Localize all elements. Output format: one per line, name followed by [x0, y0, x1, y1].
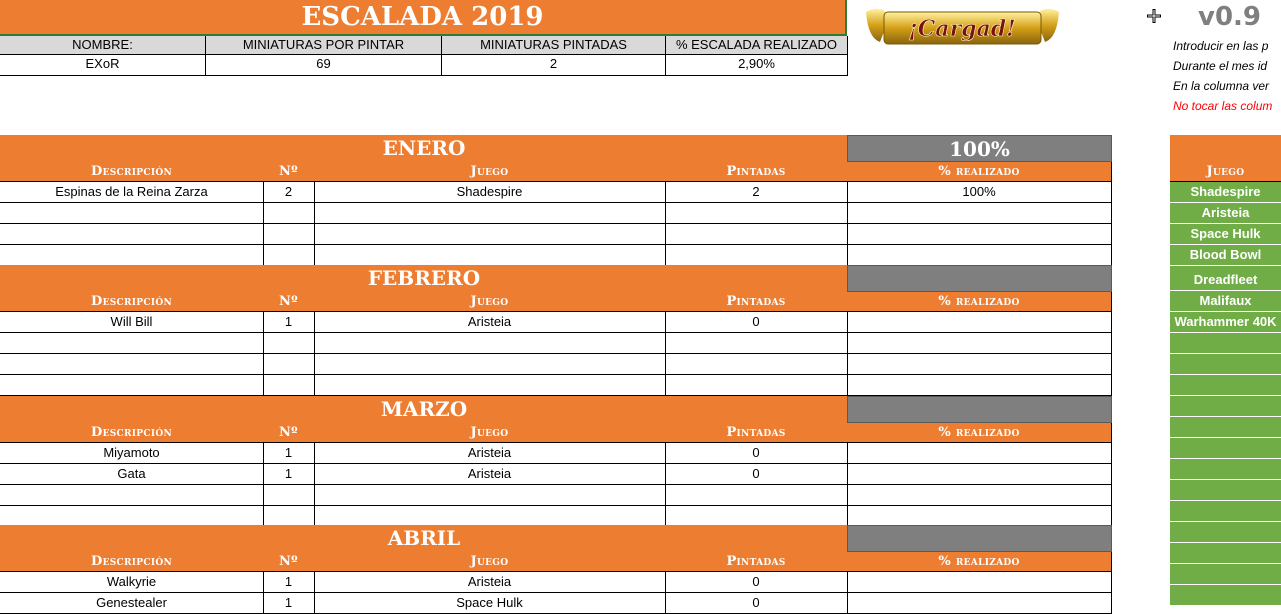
game-empty-row[interactable] — [1170, 564, 1281, 585]
cell-num[interactable] — [263, 506, 315, 527]
game-item[interactable]: Blood Bowl — [1170, 245, 1281, 266]
header-descripcion[interactable]: Descripción — [0, 292, 264, 312]
month-title[interactable]: ABRIL — [0, 525, 848, 552]
cell-num[interactable]: 1 — [263, 593, 315, 614]
month-title[interactable]: FEBRERO — [0, 265, 848, 292]
col-escalada-header[interactable]: % ESCALADA REALIZADO — [665, 36, 848, 55]
header-descripcion[interactable]: Descripción — [0, 162, 264, 182]
cell-pintadas[interactable] — [665, 224, 848, 245]
col-pintadas-header[interactable]: MINIATURAS PINTADAS — [441, 36, 666, 55]
cell-descripcion[interactable]: Miyamoto — [0, 443, 264, 464]
move-cursor-icon — [1146, 8, 1162, 24]
cell-realizado[interactable]: 100% — [847, 182, 1112, 203]
cell-num[interactable]: 1 — [263, 572, 315, 593]
cell-juego[interactable]: Aristeia — [314, 572, 666, 593]
cell-descripcion[interactable] — [0, 506, 264, 527]
games-panel — [1170, 135, 1281, 604]
svg-text:¡Cargad!: ¡Cargad! — [908, 16, 1016, 42]
cell-juego[interactable]: Shadespire — [314, 182, 666, 203]
header-pintadas[interactable]: Pintadas — [665, 423, 848, 443]
cell-descripcion[interactable]: Walkyrie — [0, 572, 264, 593]
cell-realizado[interactable] — [847, 354, 1112, 375]
note-line-1: Introducir en las p — [1173, 39, 1269, 53]
games-panel-header[interactable]: Juego — [1170, 162, 1281, 182]
header-num[interactable]: Nº — [263, 423, 315, 443]
game-item[interactable]: Space Hulk — [1170, 224, 1281, 245]
header-juego[interactable]: Juego — [314, 423, 666, 443]
cell-pintadas[interactable] — [665, 203, 848, 224]
cell-descripcion[interactable]: Will Bill — [0, 312, 264, 333]
cell-realizado[interactable] — [847, 375, 1112, 396]
cell-num[interactable] — [263, 333, 315, 354]
header-pintadas[interactable]: Pintadas — [665, 162, 848, 182]
cell-descripcion[interactable] — [0, 224, 264, 245]
header-num[interactable]: Nº — [263, 292, 315, 312]
cell-juego[interactable] — [314, 375, 666, 396]
header-num[interactable]: Nº — [263, 552, 315, 572]
cell-descripcion[interactable] — [0, 354, 264, 375]
game-item[interactable]: Shadespire — [1170, 182, 1281, 203]
note-line-4: No tocar las colum — [1173, 99, 1273, 113]
game-empty-row[interactable] — [1170, 333, 1281, 354]
cell-descripcion[interactable] — [0, 203, 264, 224]
cell-juego[interactable] — [314, 333, 666, 354]
cell-num[interactable]: 1 — [263, 464, 315, 485]
cell-realizado[interactable] — [847, 203, 1112, 224]
game-empty-row[interactable] — [1170, 396, 1281, 417]
cell-num[interactable]: 2 — [263, 182, 315, 203]
cell-pintadas[interactable] — [665, 354, 848, 375]
cell-pintadas[interactable]: 0 — [665, 443, 848, 464]
header-juego[interactable]: Juego — [314, 162, 666, 182]
cell-realizado[interactable] — [847, 506, 1112, 527]
header-descripcion[interactable]: Descripción — [0, 423, 264, 443]
cell-realizado[interactable] — [847, 333, 1112, 354]
cell-descripcion[interactable] — [0, 245, 264, 266]
game-empty-row[interactable] — [1170, 522, 1281, 543]
game-item[interactable]: Dreadfleet — [1170, 270, 1281, 291]
cell-pintadas[interactable]: 0 — [665, 593, 848, 614]
header-descripcion[interactable]: Descripción — [0, 552, 264, 572]
game-empty-row[interactable] — [1170, 480, 1281, 501]
header-juego[interactable]: Juego — [314, 552, 666, 572]
col-nombre-header[interactable]: NOMBRE: — [0, 36, 206, 55]
cell-juego[interactable] — [314, 506, 666, 527]
header-realizado[interactable]: % realizado — [847, 423, 1112, 443]
month-title[interactable]: ENERO — [0, 135, 848, 162]
cell-juego[interactable]: Aristeia — [314, 312, 666, 333]
month-summary[interactable] — [847, 525, 1112, 552]
col-por-pintar-header[interactable]: MINIATURAS POR PINTAR — [205, 36, 442, 55]
cell-num[interactable] — [263, 375, 315, 396]
cell-pintadas[interactable] — [665, 375, 848, 396]
cell-pintadas[interactable] — [665, 333, 848, 354]
header-realizado[interactable]: % realizado — [847, 162, 1112, 182]
month-summary[interactable] — [847, 396, 1112, 423]
cell-realizado[interactable] — [847, 312, 1112, 333]
cell-pintadas[interactable] — [665, 485, 848, 506]
cell-descripcion[interactable]: Gata — [0, 464, 264, 485]
cell-descripcion[interactable] — [0, 485, 264, 506]
game-empty-row[interactable] — [1170, 543, 1281, 564]
cell-pintadas[interactable] — [665, 245, 848, 266]
month-title[interactable]: MARZO — [0, 396, 848, 423]
cell-num[interactable]: 1 — [263, 312, 315, 333]
nombre-value[interactable]: EXoR — [0, 55, 206, 76]
sheet-title[interactable]: ESCALADA 2019 — [0, 0, 847, 36]
header-pintadas[interactable]: Pintadas — [665, 292, 848, 312]
header-realizado[interactable]: % realizado — [847, 292, 1112, 312]
game-empty-row[interactable] — [1170, 354, 1281, 375]
cell-num[interactable] — [263, 245, 315, 266]
cell-realizado[interactable] — [847, 485, 1112, 506]
cell-juego[interactable]: Aristeia — [314, 464, 666, 485]
cell-pintadas[interactable]: 2 — [665, 182, 848, 203]
cell-descripcion[interactable]: Genestealer — [0, 593, 264, 614]
cell-juego[interactable] — [314, 224, 666, 245]
header-num[interactable]: Nº — [263, 162, 315, 182]
month-summary[interactable]: 100% — [847, 135, 1112, 162]
cell-juego[interactable] — [314, 485, 666, 506]
cell-pintadas[interactable]: 0 — [665, 464, 848, 485]
cell-realizado[interactable] — [847, 572, 1112, 593]
cargad-logo — [860, 2, 1065, 54]
version-label: v0.9 — [1198, 2, 1262, 32]
escalada-value[interactable]: 2,90% — [665, 55, 848, 76]
game-empty-row[interactable] — [1170, 417, 1281, 438]
cell-realizado[interactable] — [847, 464, 1112, 485]
cell-num[interactable] — [263, 203, 315, 224]
game-item[interactable]: Warhammer 40K — [1170, 312, 1281, 333]
cell-num[interactable] — [263, 224, 315, 245]
game-empty-row[interactable] — [1170, 438, 1281, 459]
cell-descripcion[interactable] — [0, 375, 264, 396]
games-panel-top — [1170, 135, 1281, 162]
month-summary[interactable] — [847, 265, 1112, 292]
cell-juego[interactable] — [314, 354, 666, 375]
summary-table — [0, 36, 848, 76]
logo-emblem-icon — [860, 2, 1065, 54]
game-empty-row[interactable] — [1170, 459, 1281, 480]
cell-num[interactable] — [263, 354, 315, 375]
cell-descripcion[interactable] — [0, 333, 264, 354]
game-item[interactable]: Aristeia — [1170, 203, 1281, 224]
game-empty-row[interactable] — [1170, 375, 1281, 396]
note-line-3: En la columna ver — [1173, 79, 1270, 93]
game-empty-row[interactable] — [1170, 585, 1281, 606]
cell-num[interactable] — [263, 485, 315, 506]
cell-juego[interactable] — [314, 245, 666, 266]
cell-juego[interactable] — [314, 203, 666, 224]
pintadas-value[interactable]: 2 — [441, 55, 666, 76]
game-item[interactable]: Malifaux — [1170, 291, 1281, 312]
game-empty-row[interactable] — [1170, 501, 1281, 522]
cell-pintadas[interactable]: 0 — [665, 572, 848, 593]
cell-pintadas[interactable] — [665, 506, 848, 527]
cell-realizado[interactable] — [847, 443, 1112, 464]
cell-realizado[interactable] — [847, 245, 1112, 266]
cell-num[interactable]: 1 — [263, 443, 315, 464]
cell-descripcion[interactable]: Espinas de la Reina Zarza — [0, 182, 264, 203]
cell-juego[interactable]: Space Hulk — [314, 593, 666, 614]
cell-juego[interactable]: Aristeia — [314, 443, 666, 464]
header-pintadas[interactable]: Pintadas — [665, 552, 848, 572]
header-realizado[interactable]: % realizado — [847, 552, 1112, 572]
cell-pintadas[interactable]: 0 — [665, 312, 848, 333]
header-juego[interactable]: Juego — [314, 292, 666, 312]
cell-realizado[interactable] — [847, 224, 1112, 245]
por-pintar-value[interactable]: 69 — [205, 55, 442, 76]
note-line-2: Durante el mes id — [1173, 59, 1268, 73]
